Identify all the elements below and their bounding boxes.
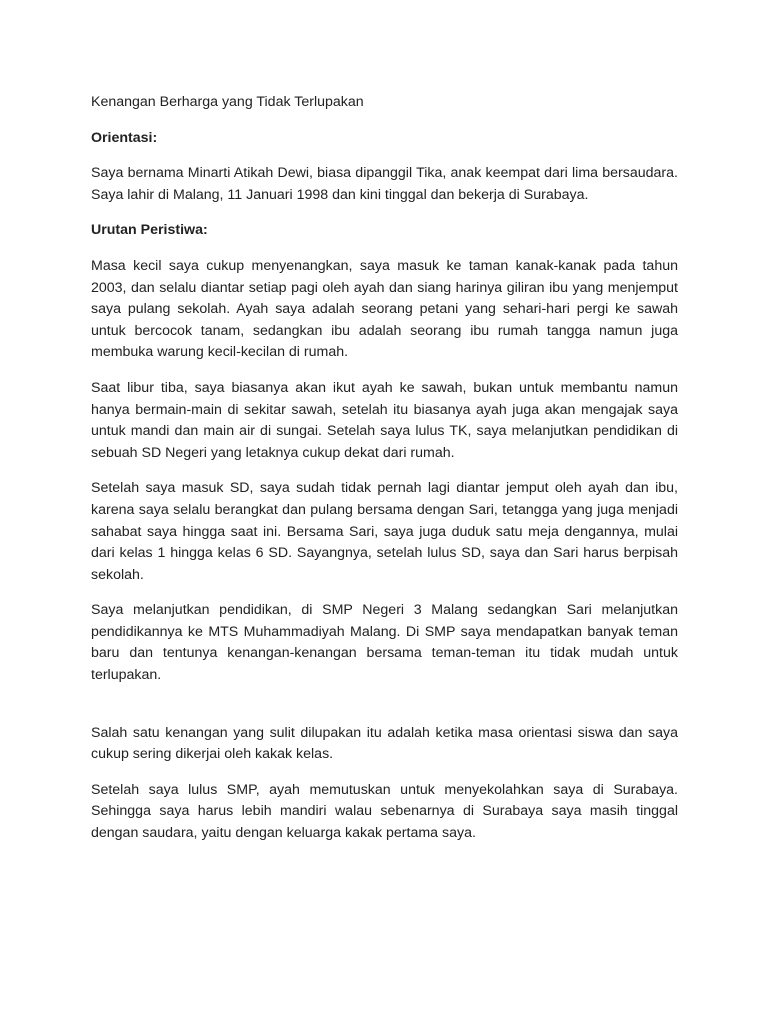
heading-urutan-peristiwa: Urutan Peristiwa: [91,222,208,239]
document-title: Kenangan Berharga yang Tidak Terlupakan [91,94,364,110]
paragraph-libur: Saat libur tiba, saya biasanya akan ikut ayah ke sawah, bukan untuk membantu namun hanya bermain-main di sekitar sawah, setelah itu biasanya ayah juga akan mengajak saya untuk mandi dan main air di sungai. Setelah saya lulus TK, saya melanjutkan pendidikan di sebuah SD Negeri yang letaknya cukup dekat dari rumah. [91,379,678,461]
paragraph-orientasi: Saya bernama Minarti Atikah Dewi, biasa dipanggil Tika, anak keempat dari lima bersaudara. Saya lahir di Malang, 11 Januari 1998 dan kini tinggal dan bekerja di Surabaya. [91,165,678,203]
heading-orientasi: Orientasi: [91,129,158,146]
paragraph-kenangan-sulit: Salah satu kenangan yang sulit dilupakan itu adalah ketika masa orientasi siswa dan saya cukup sering dikerjai oleh kakak kelas. [91,724,678,763]
document-page [91,92,678,859]
paragraph-masa-kecil: Masa kecil saya cukup menyenangkan, saya masuk ke taman kanak-kanak pada tahun 2003, dan selalu diantar setiap pagi oleh ayah dan siang harinya giliran ibu yang menjemput saya pulang sekolah. Ayah saya adalah seorang petani yang sehari-hari pergi ke sawah untuk bercocok tanam, sedangkan ibu adalah seorang ibu rumah tangga namun juga membuka warung kecil-kecilan di rumah. [91,257,678,361]
paragraph-smp: Saya melanjutkan pendidikan, di SMP Negeri 3 Malang sedangkan Sari melanjutkan pendidikannya ke MTS Muhammadiyah Malang. Di SMP saya mendapatkan banyak teman baru dan tentunya kenangan-kenangan bersama teman-teman itu tidak mudah untuk terlupakan. [91,602,678,684]
paragraph-masuk-sd: Setelah saya masuk SD, saya sudah tidak pernah lagi diantar jemput oleh ayah dan ibu, karena saya selalu berangkat dan pulang bersama dengan Sari, tetangga yang juga menjadi sahabat saya hingga saat ini. Bersama Sari, saya juga duduk satu meja dengannya, mulai dari kelas 1 hingga kelas 6 SD. Sayangnya, setelah lulus SD, saya dan Sari harus berpisah sekolah. [91,480,678,583]
paragraph-lulus-smp: Setelah saya lulus SMP, ayah memutuskan untuk menyekolahkan saya di Surabaya. Sehingga saya harus lebih mandiri walau sebenarnya di Surabaya saya masih tinggal dengan saudara, yaitu dengan keluarga kakak pertama saya. [91,781,678,842]
